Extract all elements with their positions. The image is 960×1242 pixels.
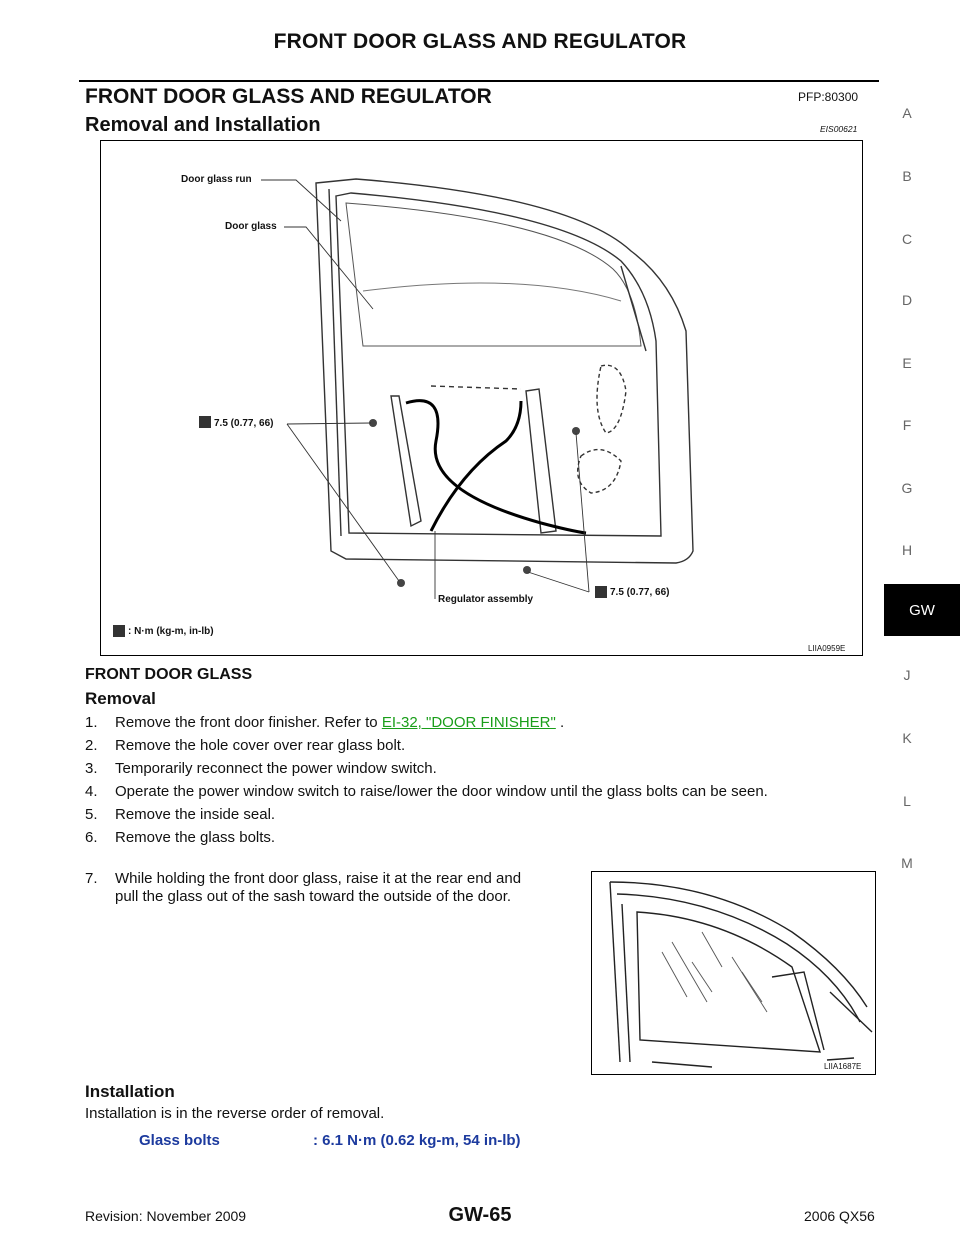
glass-removal-drawing: [592, 872, 874, 1073]
index-tab-k[interactable]: K: [902, 730, 912, 746]
step-text: Remove the glass bolts.: [115, 829, 276, 846]
door-regulator-figure: [100, 140, 863, 656]
step-number: 3.: [85, 760, 98, 777]
step-number: 5.: [85, 806, 98, 823]
step-text: Remove the inside seal.: [115, 806, 276, 823]
label-torque-right: 7.5 (0.77, 66): [610, 587, 670, 598]
door-finisher-link[interactable]: EI-32, "DOOR FINISHER": [381, 714, 556, 731]
glass-removal-figure: [591, 871, 876, 1075]
glass-bolts-spec-label: Glass bolts: [139, 1132, 220, 1149]
step-text: Operate the power window switch to raise/lower the door window until the glass bolts can be seen.: [115, 783, 768, 800]
step-text-continued: pull the glass out of the sash toward the outside of the door.: [115, 888, 512, 905]
index-tab-a[interactable]: A: [902, 105, 912, 121]
index-tab-j[interactable]: J: [903, 667, 911, 683]
index-tab-b[interactable]: B: [902, 168, 912, 184]
label-door-glass-run: Door glass run: [181, 174, 252, 185]
removal-step-3: [85, 760, 437, 777]
eis-code: EIS00621: [820, 124, 858, 134]
step-number: 1.: [85, 714, 98, 731]
footer-model: 2006 QX56: [804, 1208, 875, 1224]
step-text: Temporarily reconnect the power window switch.: [115, 760, 437, 777]
page-header: FRONT DOOR GLASS AND REGULATOR: [273, 30, 687, 53]
footer-revision: Revision: November 2009: [85, 1208, 247, 1224]
step-number: 6.: [85, 829, 98, 846]
step-text-after: .: [555, 714, 565, 731]
glass-bolts-spec-value: : 6.1 N·m (0.62 kg-m, 54 in-lb): [313, 1132, 521, 1149]
installation-text: Installation is in the reverse order of removal.: [85, 1105, 385, 1122]
step-text: Remove the hole cover over rear glass bolt.: [115, 737, 406, 754]
removal-step-1: [85, 714, 564, 731]
label-door-glass: Door glass: [225, 221, 277, 232]
footer-page-number: GW-65: [448, 1204, 512, 1226]
label-torque-left: 7.5 (0.77, 66): [214, 418, 274, 429]
step-number: 2.: [85, 737, 98, 754]
index-tab-g[interactable]: G: [901, 480, 913, 496]
installation-heading: Installation: [85, 1082, 175, 1101]
step-text: While holding the front door glass, raise it at the rear end and: [115, 870, 522, 887]
pfp-code: PFP:80300: [798, 90, 859, 104]
removal-step-6: [85, 829, 275, 846]
removal-heading: Removal: [85, 689, 156, 708]
index-tab-m[interactable]: M: [901, 855, 913, 871]
removal-step-5: [85, 806, 275, 823]
index-tab-e[interactable]: E: [902, 355, 912, 371]
removal-step-2: [85, 737, 405, 754]
step-number: 7.: [85, 870, 98, 887]
header-rule: [79, 80, 879, 82]
removal-step-4: [85, 783, 768, 800]
door-regulator-drawing: [101, 141, 861, 654]
figure-code-main: LIIA0959E: [808, 644, 846, 653]
subsection-title: Removal and Installation: [85, 114, 321, 136]
index-tab-gw-active[interactable]: GW: [884, 584, 960, 636]
step-number: 4.: [85, 783, 98, 800]
section-title: FRONT DOOR GLASS AND REGULATOR: [85, 85, 492, 108]
index-tab-f[interactable]: F: [902, 417, 912, 433]
index-tab-c[interactable]: C: [901, 231, 913, 247]
step-text: Remove the front door finisher. Refer to: [115, 714, 382, 731]
figure-code-small: LIIA1687E: [824, 1062, 862, 1071]
front-door-glass-heading: FRONT DOOR GLASS: [85, 666, 253, 683]
index-tab-h[interactable]: H: [901, 542, 913, 558]
removal-step-7: [85, 870, 580, 906]
label-legend-units: : N·m (kg-m, in-lb): [128, 626, 214, 637]
index-tab-l[interactable]: L: [903, 793, 911, 809]
label-regulator-assembly: Regulator assembly: [438, 594, 534, 605]
index-tab-d[interactable]: D: [901, 292, 913, 308]
